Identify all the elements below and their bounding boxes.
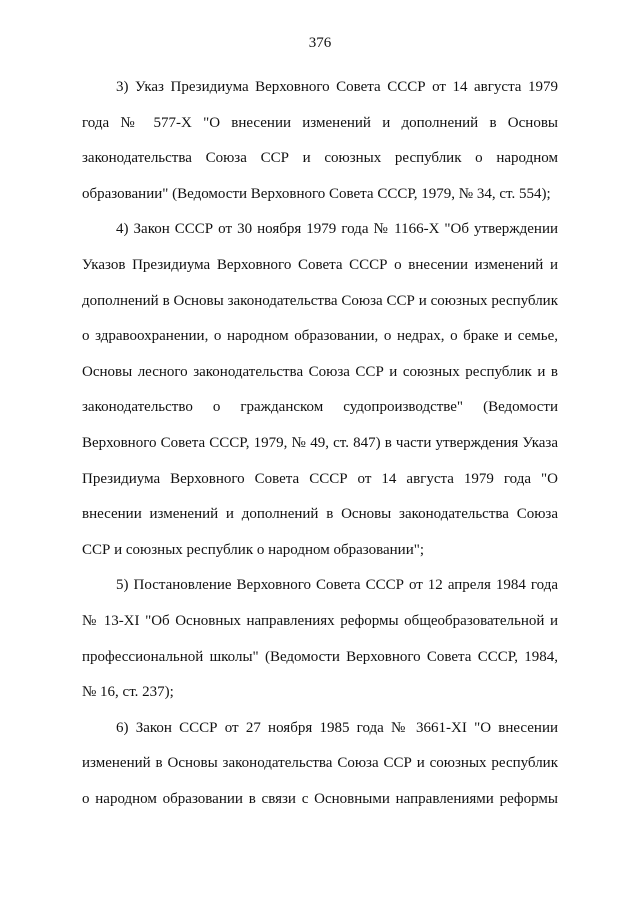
text-line: Указов Президиума Верховного Совета СССР о внесении изменений и	[82, 256, 558, 273]
text-line: Верховного Совета СССР, 1979, № 49, ст. 847) в части утверждения Указа	[82, 434, 558, 451]
text-line: изменений в Основы законодательства Союза ССР и союзных республик	[82, 755, 558, 772]
text-line: о народном образовании в связи с Основными направлениями реформы	[82, 790, 558, 807]
text-line: дополнений в Основы законодательства Союза ССР и союзных республик	[82, 292, 558, 309]
document-body	[82, 70, 558, 817]
paragraph-item-6	[82, 711, 558, 818]
text-line: № 13-XI "Об Основных направлениях реформы общеобразовательной и	[82, 612, 558, 629]
text-line: законодательства Союза ССР и союзных республик о народном	[82, 150, 558, 167]
text-line: № 16, ст. 237);	[82, 684, 174, 701]
text-line: Основы лесного законодательства Союза ССР и союзных республик и в	[82, 363, 558, 380]
text-line: ССР и союзных республик о народном образовании";	[82, 541, 425, 558]
text-line: профессиональной школы" (Ведомости Верховного Совета СССР, 1984,	[82, 648, 558, 665]
paragraph-item-3	[82, 70, 558, 212]
paragraph-item-4	[82, 212, 558, 568]
text-line: законодательство о гражданском судопроизводстве" (Ведомости	[82, 399, 558, 416]
text-line: образовании" (Ведомости Верховного Совета СССР, 1979, № 34, ст. 554);	[82, 185, 551, 202]
page-number: 376	[308, 35, 332, 51]
text-line: 4) Закон СССР от 30 ноября 1979 года № 1166-X "Об утверждении	[116, 221, 558, 238]
text-line: о здравоохранении, о народном образовании, о недрах, о браке и семье,	[82, 328, 558, 345]
text-line: 6) Закон СССР от 27 ноября 1985 года № 3661-XI "О внесении	[116, 719, 558, 736]
text-line: Президиума Верховного Совета СССР от 14 августа 1979 года "О	[82, 470, 558, 487]
text-line: внесении изменений и дополнений в Основы законодательства Союза	[82, 506, 558, 523]
paragraph-item-5	[82, 568, 558, 710]
text-line: 3) Указ Президиума Верховного Совета СССР от 14 августа 1979	[116, 79, 558, 95]
text-line: 5) Постановление Верховного Совета СССР от 12 апреля 1984 года	[116, 577, 558, 594]
text-line: года № 577-X "О внесении изменений и дополнений в Основы	[82, 114, 558, 131]
